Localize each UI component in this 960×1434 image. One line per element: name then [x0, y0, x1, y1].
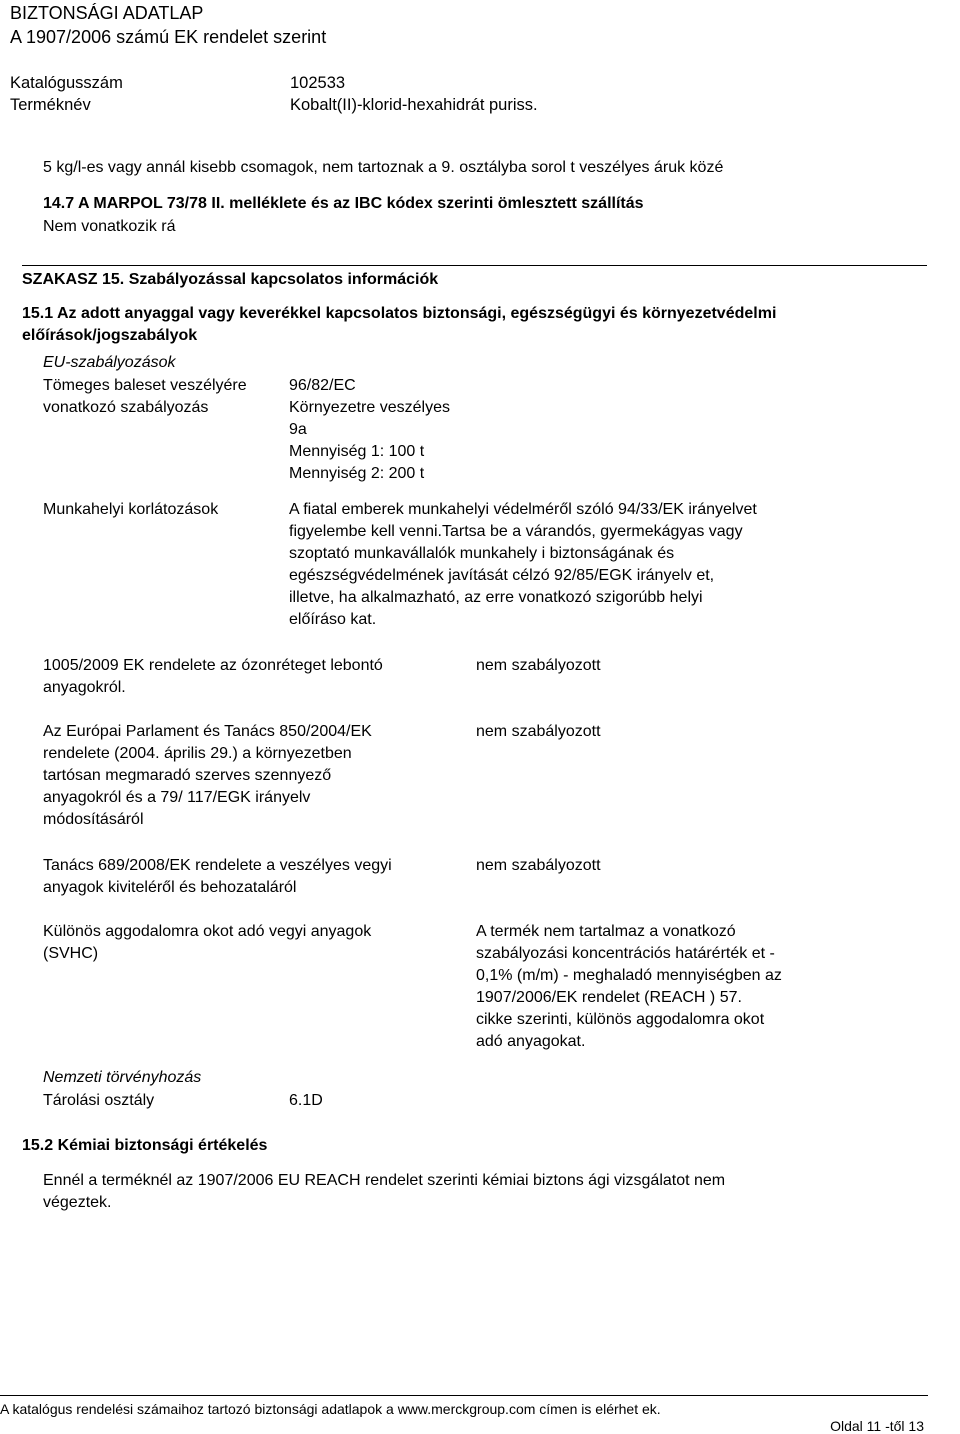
footer-divider [0, 1395, 928, 1396]
workplace-label: Munkahelyi korlátozások [43, 501, 219, 518]
workplace-line: illetve, ha alkalmazható, az erre vonatkozó szigorúbb helyi [289, 589, 703, 606]
reg-label-line: anyagokról és a 79/ 117/EGK irányelv [43, 789, 311, 806]
reg-label-line: Tanács 689/2008/EK rendelete a veszélyes vegyi [43, 857, 392, 874]
workplace-line: egészségvédelmének javítását célzó 92/85/EGK irányelv et, [289, 567, 715, 584]
reg-svhc-value [476, 921, 782, 1053]
reg-pop-label [43, 721, 372, 831]
major-accident-values [289, 375, 450, 485]
major-accident-value: Mennyiség 1: 100 t [289, 443, 425, 460]
reg-pic-label [43, 855, 392, 899]
reg-ozone-label [43, 655, 383, 699]
footer-note: A katalógus rendelési számaihoz tartozó biztonsági adatlapok a www.merckgroup.com címen is elérhet ek. [0, 1401, 661, 1417]
catalog-label: Katalógusszám [10, 74, 123, 92]
document-subtitle: A 1907/2006 számú EK rendelet szerint [10, 27, 327, 47]
document-title: BIZTONSÁGI ADATLAP [10, 3, 204, 23]
workplace-line: előíráso kat. [289, 611, 377, 628]
product-row [10, 95, 538, 115]
major-accident-label-line: Tömeges baleset veszélyére [43, 377, 247, 394]
heading-14-7: 14.7 A MARPOL 73/78 II. melléklete és az IBC kódex szerinti ömlesztett szállítás [43, 195, 644, 212]
major-accident-value: 96/82/EC [289, 377, 356, 394]
csa-line-2: végeztek. [43, 1194, 112, 1211]
packaging-note: 5 kg/l-es vagy annál kisebb csomagok, nem tartoznak a 9. osztályba sorol t veszélyes áruk közé [43, 159, 724, 176]
workplace-line: figyelembe kell venni.Tartsa be a várandós, gyermekágyas vagy [289, 523, 743, 540]
workplace-text [289, 499, 757, 631]
product-label: Terméknév [10, 96, 91, 114]
heading-15-1-line2: előírások/jogszabályok [22, 327, 198, 344]
reg-label-line: Az Európai Parlament és Tanács 850/2004/EK [43, 723, 372, 740]
reg-label-line: rendelete (2004. április 29.) a környezetben [43, 745, 352, 762]
csa-line-1: Ennél a terméknél az 1907/2006 EU REACH rendelet szerinti kémiai biztons ági vizsgálatot nem [43, 1172, 726, 1189]
reg-label-line: 1005/2009 EK rendelete az ózonréteget lebontó [43, 657, 383, 674]
reg-ozone-value: nem szabályozott [476, 657, 601, 674]
section-15-heading: SZAKASZ 15. Szabályozással kapcsolatos információk [22, 271, 439, 288]
heading-15-2: 15.2 Kémiai biztonsági értékelés [22, 1137, 268, 1154]
major-accident-value: 9a [289, 421, 307, 438]
reg-svhc-label [43, 921, 371, 965]
catalog-row [10, 73, 345, 93]
reg-value-line: adó anyagokat. [476, 1033, 586, 1050]
product-value: Kobalt(II)-klorid-hexahidrát puriss. [290, 96, 538, 114]
reg-value-line: cikke szerinti, különös aggodalomra okot [476, 1011, 765, 1028]
reg-value-line: 0,1% (m/m) - meghaladó mennyiségben az [476, 967, 782, 984]
reg-label-line: anyagokról. [43, 679, 126, 696]
catalog-value: 102533 [290, 74, 346, 92]
national-legislation-label: Nemzeti törvényhozás [43, 1069, 202, 1086]
reg-pop-value: nem szabályozott [476, 723, 601, 740]
storage-class-label: Tárolási osztály [43, 1092, 155, 1109]
major-accident-label [43, 375, 247, 419]
reg-pic-value: nem szabályozott [476, 857, 601, 874]
workplace-line: szoptató munkavállalók munkahely i biztonságának és [289, 545, 675, 562]
reg-value-line: 1907/2006/EK rendelet (REACH ) 57. [476, 989, 742, 1006]
reg-label-line: módosításáról [43, 811, 144, 828]
not-applicable-text: Nem vonatkozik rá [43, 218, 176, 235]
reg-label-line: tartósan megmaradó szerves szennyező [43, 767, 332, 784]
reg-label-line: (SVHC) [43, 945, 99, 962]
reg-label-line: anyagok kiviteléről és behozataláról [43, 879, 297, 896]
major-accident-label-line: vonatkozó szabályozás [43, 399, 209, 416]
reg-value-line: A termék nem tartalmaz a vonatkozó [476, 923, 736, 940]
workplace-line: A fiatal emberek munkahelyi védelméről szóló 94/33/EK irányelvet [289, 501, 757, 518]
storage-class-value: 6.1D [289, 1092, 323, 1109]
page-number: Oldal 11 -től 13 [830, 1418, 924, 1434]
major-accident-value: Környezetre veszélyes [289, 399, 450, 416]
reg-label-line: Különös aggodalomra okot adó vegyi anyagok [43, 923, 372, 940]
section-divider [22, 265, 927, 266]
heading-15-1-line1: 15.1 Az adott anyaggal vagy keverékkel kapcsolatos biztonsági, egészségügyi és környezetvédelmi [22, 305, 777, 322]
eu-regulations-label: EU-szabályozások [43, 354, 176, 371]
major-accident-value: Mennyiség 2: 200 t [289, 465, 425, 482]
reg-value-line: szabályozási koncentrációs határérték et - [476, 945, 775, 962]
